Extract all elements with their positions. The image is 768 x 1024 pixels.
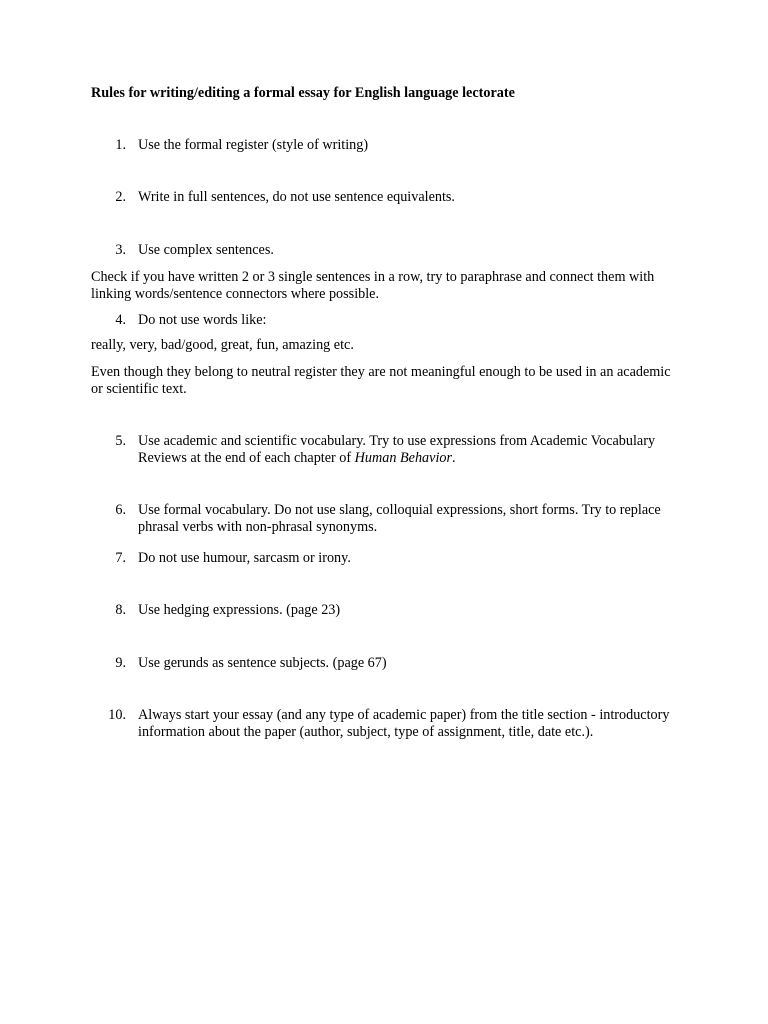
rule-text-end: . [452,449,456,466]
rule-text: Use hedging expressions. (page 23) [138,602,341,618]
rule-text: Use academic and scientific vocabulary. Try to use expressions from Academic Vocabulary Reviews at the end of each chapter of [138,433,656,466]
rule-text: Always start your essay (and any type of academic paper) from the title section - introductory information about the paper (author, subject, type of assignment, title, date etc.). [138,707,670,740]
rule-number: 5. [115,433,126,449]
rule-text: Use formal vocabulary. Do not use slang, colloquial expressions, short forms. Try to replace phrasal verbs with non-phrasal synonyms. [138,502,661,535]
rule-text: Write in full sentences, do not use sentence equivalents. [138,189,455,205]
rule-number: 1. [115,137,126,153]
rule-number: 6. [115,502,126,518]
rule-number: 3. [115,242,126,258]
rule-number: 2. [115,189,126,205]
rule-number: 10. [108,707,126,723]
rule-text: Use gerunds as sentence subjects. (page 67) [138,655,387,671]
rule-text-container [138,433,678,466]
rule-number: 9. [115,655,126,671]
rule-text: Use the formal register (style of writing) [138,137,369,153]
rule-text: Use complex sentences. [138,242,274,258]
word-list: really, very, bad/good, great, fun, amazing etc. [91,337,354,353]
rule-text: Do not use words like: [138,312,267,328]
rule-number: 4. [115,312,126,328]
rule-number: 7. [115,550,126,566]
word-explanation: Even though they belong to neutral register they are not meaningful enough to be used in an academic or scientific text. [91,364,671,397]
book-title: Human Behavior [354,449,452,466]
rule-number: 8. [115,602,126,618]
rule-text: Do not use humour, sarcasm or irony. [138,550,351,566]
document-title: Rules for writing/editing a formal essay for English language lectorate [91,85,515,101]
complex-sentences-note: Check if you have written 2 or 3 single sentences in a row, try to paraphrase and connect them with linking words/sentence connectors where possible. [91,269,655,302]
